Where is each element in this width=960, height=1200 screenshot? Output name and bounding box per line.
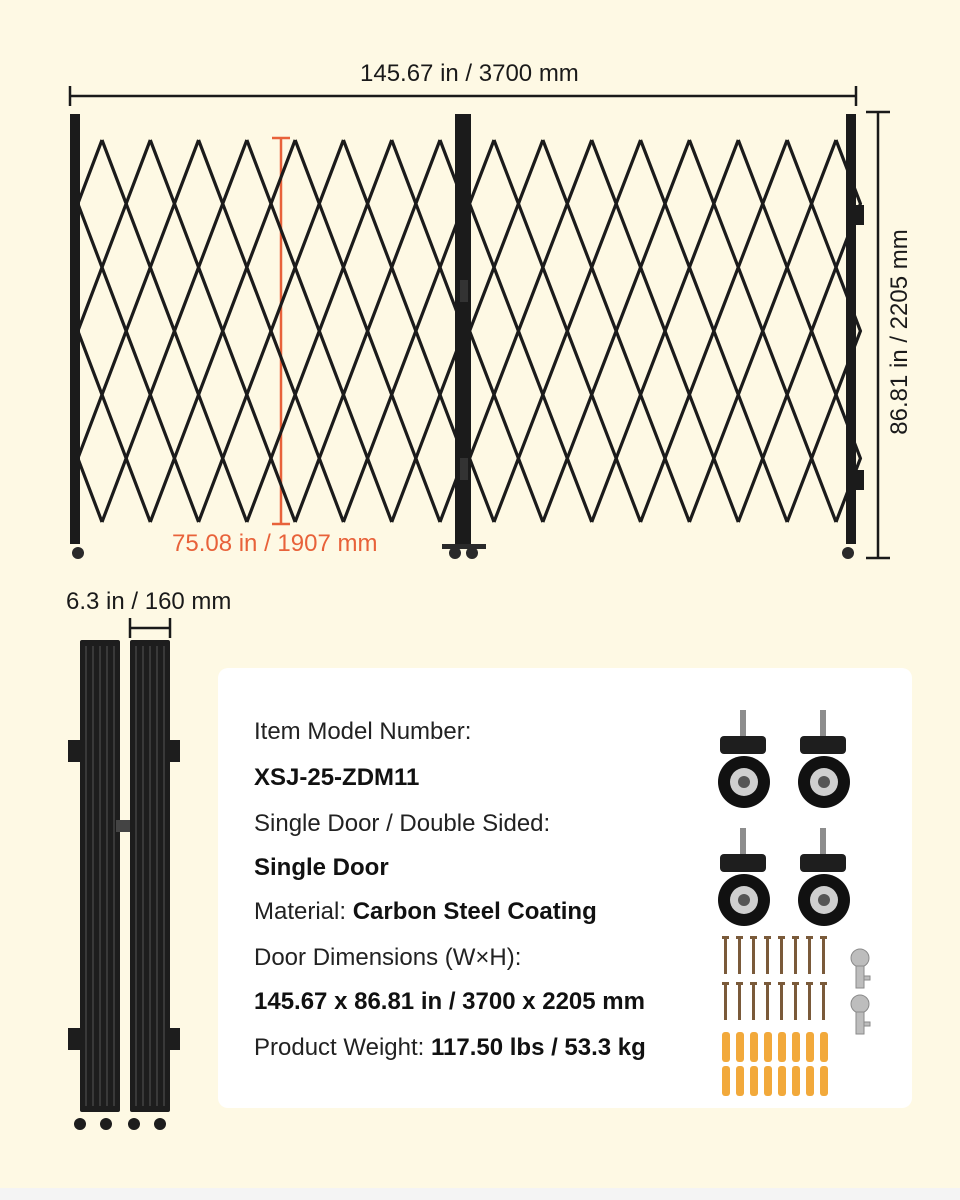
lattice-bar	[714, 140, 738, 522]
caster-wheel-icon	[798, 710, 850, 808]
screw-icon	[806, 936, 813, 974]
key-icon	[851, 949, 870, 988]
depth-dimension-line	[130, 618, 170, 638]
caster-wheel-icon	[798, 828, 850, 926]
wall-anchor-icon	[764, 1032, 772, 1062]
lattice-bar	[470, 140, 494, 522]
lattice-bar	[295, 140, 319, 522]
weight-value: 117.50 lbs / 53.3 kg	[430, 1034, 646, 1061]
caster-wheel-icon	[718, 828, 770, 926]
caster-wheel-icon	[718, 710, 770, 808]
screw-icon	[750, 936, 757, 974]
lattice-bar	[567, 140, 591, 522]
material-label: Material:	[254, 898, 353, 925]
lattice-bar	[812, 140, 836, 522]
material-value: Carbon Steel Coating	[352, 898, 597, 925]
lattice-bar	[126, 140, 150, 522]
screw-icon	[792, 936, 799, 974]
screw-icon	[722, 982, 729, 1020]
lattice-bar	[543, 140, 567, 522]
bottom-band	[0, 1188, 960, 1200]
lattice-bar	[199, 140, 223, 522]
wall-anchor-icon	[722, 1066, 730, 1096]
weight-row	[254, 1034, 646, 1062]
screw-icon	[820, 936, 827, 974]
lattice-bar	[787, 140, 811, 522]
screw-icon	[806, 982, 813, 1020]
door-type-label: Single Door / Double Sided:	[254, 810, 551, 837]
lattice-bar	[689, 140, 713, 522]
lattice-bar	[102, 140, 126, 522]
wall-anchor-icon	[750, 1032, 758, 1062]
lattice-bar	[738, 140, 762, 522]
lattice-bar	[518, 140, 542, 522]
wall-anchor-icon	[792, 1066, 800, 1096]
screw-icon	[778, 982, 785, 1020]
screw-icon	[792, 982, 799, 1020]
accessories-illustration	[704, 680, 904, 1100]
panel-width-label: 75.08 in / 1907 mm	[172, 530, 378, 557]
lattice-bar	[223, 140, 247, 522]
lattice-bar	[343, 140, 367, 522]
wall-anchor-icon	[778, 1032, 786, 1062]
lattice-bar	[392, 140, 416, 522]
overall-width-label: 145.67 in / 3700 mm	[360, 60, 579, 87]
screw-icon	[764, 982, 771, 1020]
lattice-bar	[174, 140, 198, 522]
lattice-bar	[368, 140, 392, 522]
dimensions-label: Door Dimensions (W×H):	[254, 944, 522, 971]
screw-icon	[820, 982, 827, 1020]
wall-anchor-icon	[792, 1032, 800, 1062]
lattice-bar	[494, 140, 518, 522]
lattice-bar	[78, 140, 102, 522]
lattice-bar	[616, 140, 640, 522]
lattice-bar	[271, 140, 295, 522]
dimensions-value: 145.67 x 86.81 in / 3700 x 2205 mm	[254, 988, 645, 1015]
screw-icon	[722, 936, 729, 974]
screw-icon	[736, 982, 743, 1020]
folded-gate	[68, 640, 180, 1130]
wall-anchor-icon	[778, 1066, 786, 1096]
overall-height-label: 86.81 in / 2205 mm	[886, 229, 913, 435]
model-value: XSJ-25-ZDM11	[254, 764, 420, 791]
lattice-bar	[763, 140, 787, 522]
key-icon	[851, 995, 870, 1034]
wall-anchor-icon	[764, 1066, 772, 1096]
lattice-bar	[319, 140, 343, 522]
wall-anchor-icon	[736, 1066, 744, 1096]
mask-left	[0, 110, 70, 550]
door-type-value: Single Door	[254, 854, 389, 881]
lattice-bar	[641, 140, 665, 522]
material-row	[254, 898, 597, 926]
gate-posts	[58, 114, 864, 544]
lattice-bar	[665, 140, 689, 522]
lattice-bar	[592, 140, 616, 522]
wall-anchor-icon	[750, 1066, 758, 1096]
wall-anchor-icon	[820, 1066, 828, 1096]
wall-anchor-icon	[736, 1032, 744, 1062]
wall-anchor-icon	[806, 1032, 814, 1062]
width-dimension-line	[70, 86, 856, 106]
wall-anchor-icon	[806, 1066, 814, 1096]
wall-anchor-icon	[820, 1032, 828, 1062]
folded-depth-label: 6.3 in / 160 mm	[66, 588, 232, 615]
screw-icon	[736, 936, 743, 974]
lattice-bar	[416, 140, 440, 522]
model-label: Item Model Number:	[254, 718, 472, 745]
lattice-bar	[150, 140, 174, 522]
lattice-bar	[247, 140, 271, 522]
screw-icon	[750, 982, 757, 1020]
wall-anchor-icon	[722, 1032, 730, 1062]
weight-label: Product Weight:	[254, 1034, 431, 1061]
spec-card	[218, 668, 912, 1108]
screw-icon	[778, 936, 785, 974]
screw-icon	[764, 936, 771, 974]
